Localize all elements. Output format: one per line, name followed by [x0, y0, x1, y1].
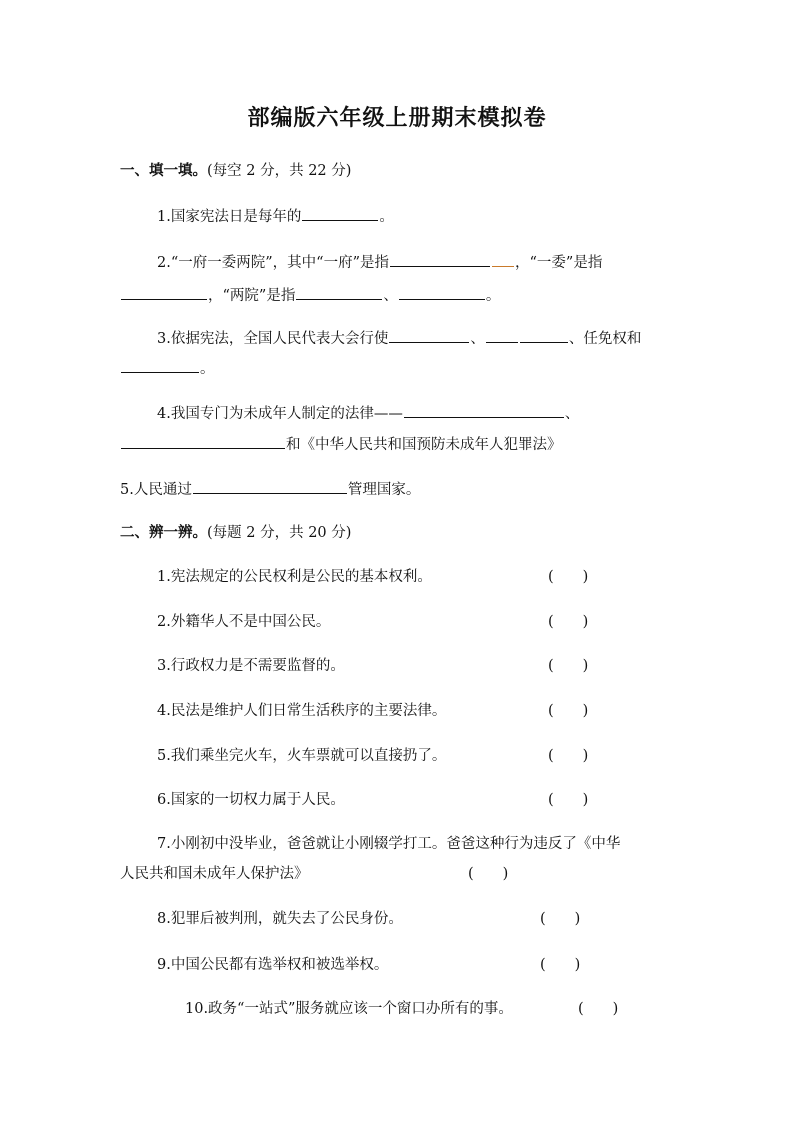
- judge-item-5: 5.我们乘坐完火车，火车票就可以直接扔了。: [157, 748, 447, 764]
- fill-question-3-line-2: [120, 357, 215, 380]
- answer-parentheses[interactable]: ( ): [548, 792, 589, 808]
- question-text: 、任免权和: [568, 331, 642, 347]
- judge-item-10: 10.政务“一站式”服务就应该一个窗口办所有的事。: [185, 1001, 513, 1017]
- answer-parentheses[interactable]: ( ): [548, 569, 589, 585]
- question-text: 。: [485, 288, 501, 304]
- question-text: 1.国家宪法日是每年的: [157, 209, 302, 225]
- page-title: 部编版六年级上册期末模拟卷: [247, 105, 547, 131]
- answer-blank[interactable]: [193, 478, 347, 494]
- question-text: ，“一委”是指: [515, 255, 603, 271]
- judge-item-8: 8.犯罪后被判刑，就失去了公民身份。: [157, 911, 403, 927]
- answer-parentheses[interactable]: ( ): [468, 866, 509, 882]
- question-text: 管理国家。: [347, 482, 421, 498]
- section-1-title: 一、填一填。: [120, 162, 207, 179]
- answer-blank[interactable]: [121, 433, 285, 449]
- fill-question-2-line-2: [120, 284, 500, 307]
- judge-item-3: 3.行政权力是不需要监督的。: [157, 658, 345, 674]
- answer-blank[interactable]: [492, 251, 514, 267]
- answer-parentheses[interactable]: ( ): [548, 703, 589, 719]
- judge-item-9: 9.中国公民都有选举权和被选举权。: [157, 957, 389, 973]
- fill-question-3-line-1: [157, 327, 641, 350]
- section-2-title: 二、辨一辨。: [120, 524, 207, 541]
- question-text: 5.人民通过: [120, 482, 192, 498]
- question-text: 、: [564, 406, 580, 422]
- fill-question-4-line-1: [157, 402, 579, 425]
- question-text: 、: [470, 331, 485, 347]
- answer-blank[interactable]: [399, 284, 485, 300]
- answer-blank[interactable]: [520, 327, 568, 343]
- answer-parentheses[interactable]: ( ): [578, 1001, 619, 1017]
- answer-blank[interactable]: [296, 284, 382, 300]
- judge-item-6: 6.国家的一切权力属于人民。: [157, 792, 345, 808]
- fill-question-2-line-1: [157, 251, 602, 274]
- judge-item-1: 1.宪法规定的公民权利是公民的基本权利。: [157, 569, 432, 585]
- answer-parentheses[interactable]: ( ): [540, 911, 581, 927]
- question-text: 4.我国专门为未成年人制定的法律——: [157, 406, 403, 422]
- judge-item-2: 2.外籍华人不是中国公民。: [157, 614, 331, 630]
- section-1-note: (每空 2 分，共 22 分): [207, 163, 352, 179]
- answer-parentheses[interactable]: ( ): [548, 748, 589, 764]
- judge-item-4: 4.民法是维护人们日常生活秩序的主要法律。: [157, 703, 447, 719]
- question-text: 。: [200, 361, 215, 377]
- answer-blank[interactable]: [390, 251, 490, 267]
- answer-blank[interactable]: [121, 357, 199, 373]
- answer-parentheses[interactable]: ( ): [540, 957, 581, 973]
- question-text: 3.依据宪法，全国人民代表大会行使: [157, 331, 389, 347]
- section-2-heading: [120, 522, 351, 544]
- question-text: 。: [379, 209, 394, 225]
- answer-blank[interactable]: [486, 327, 518, 343]
- judge-item-7-line-1: 7.小刚初中没毕业，爸爸就让小刚辍学打工。爸爸这种行为违反了《中华: [157, 836, 621, 852]
- answer-blank[interactable]: [404, 402, 564, 418]
- answer-blank[interactable]: [121, 284, 207, 300]
- answer-blank[interactable]: [389, 327, 469, 343]
- section-1-heading: [120, 160, 351, 182]
- question-text: 2.“一府一委两院”，其中“一府”是指: [157, 255, 389, 271]
- section-2-note: (每题 2 分，共 20 分): [207, 525, 352, 541]
- answer-parentheses[interactable]: ( ): [548, 658, 589, 674]
- fill-question-5: [120, 478, 420, 501]
- fill-question-1: [157, 205, 394, 228]
- question-text: ，“两院”是指: [208, 288, 296, 304]
- question-text: 、: [383, 288, 398, 304]
- answer-parentheses[interactable]: ( ): [548, 614, 589, 630]
- fill-question-4-line-2: [120, 433, 562, 456]
- answer-blank[interactable]: [302, 205, 378, 221]
- question-text: 和《中华人民共和国预防未成年人犯罪法》: [286, 437, 562, 453]
- judge-item-7-line-2: 人民共和国未成年人保护法》: [120, 866, 309, 882]
